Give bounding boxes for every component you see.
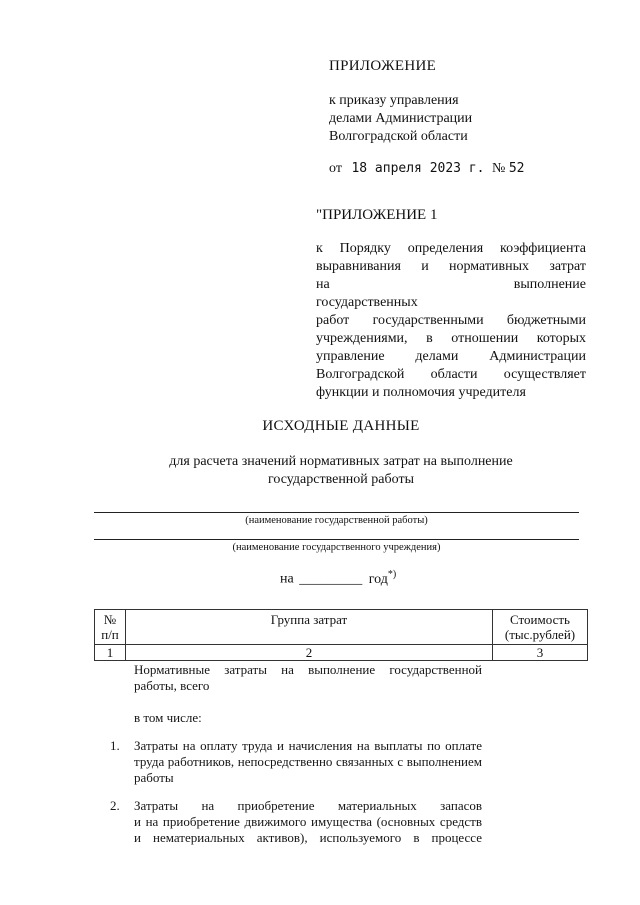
year-suffix: год	[368, 571, 388, 587]
appendix1-line-1: к Порядку определения коэффициента	[316, 241, 586, 256]
item1-number: 1.	[110, 738, 120, 753]
institution-name-caption: (наименование государственного учреждения)	[232, 542, 441, 553]
header-cost-line1: Стоимость	[510, 612, 570, 627]
year-line	[280, 566, 396, 589]
item1-line-2: труда работников, непосредственно связанных с выполнением	[134, 754, 482, 769]
item2-text	[134, 798, 482, 846]
order-date-line	[329, 160, 589, 178]
appendix1-line-7: Волгоградской области осуществляет	[316, 367, 586, 382]
item2-number: 2.	[110, 798, 120, 813]
index-cell-3: 3	[493, 645, 588, 661]
total-line-2: работы, всего	[134, 678, 210, 693]
appendix1-line-4: работ государственными бюджетными	[316, 313, 586, 328]
document-subtitle	[94, 453, 588, 489]
year-footnote: *)	[387, 569, 397, 580]
work-name-field[interactable]	[94, 512, 579, 513]
institution-name-field[interactable]	[94, 539, 579, 540]
index-cell-1: 1	[95, 645, 126, 661]
date-prefix: от	[329, 161, 342, 176]
order-reference-line-2: делами Администрации	[329, 111, 473, 126]
appendix1-line-6: управление делами Администрации	[316, 349, 586, 364]
number-sign: №	[492, 161, 506, 176]
header-group: Группа затрат	[126, 610, 493, 645]
item1-line-3: работы	[134, 770, 174, 785]
document-title: ИСХОДНЫЕ ДАННЫЕ	[262, 418, 420, 434]
item1-line-1: Затраты на оплату труда и начисления на выплаты по оплате	[134, 738, 482, 753]
work-name-caption: (наименование государственной работы)	[245, 515, 428, 526]
year-prefix: на	[280, 571, 294, 587]
item2-line-2: и на приобретение движимого имущества (основных средств	[134, 814, 482, 829]
subtitle-line-2: государственной работы	[268, 472, 414, 487]
subtitle-line-1: для расчета значений нормативных затрат на выполнение	[169, 454, 513, 469]
header-num-line2: п/п	[101, 627, 119, 642]
header-cost	[493, 610, 588, 645]
header-cost-line2: (тыс.рублей)	[504, 627, 576, 642]
order-reference-line-3: Волгоградской области	[329, 129, 468, 144]
order-date: 18 апреля 2023 г.	[351, 161, 485, 176]
total-line-1: Нормативные затраты на выполнение государственной	[134, 662, 482, 677]
appendix-title: ПРИЛОЖЕНИЕ	[329, 58, 437, 74]
cost-table	[94, 609, 588, 661]
table-index-row	[95, 645, 588, 661]
appendix1-line-2: выравнивания и нормативных затрат	[316, 259, 586, 274]
order-number: 52	[508, 161, 525, 176]
order-reference-line-1: к приказу управления	[329, 93, 459, 108]
appendix1-line-8: функции и полномочия учредителя	[316, 385, 526, 400]
item2-line-1: Затраты на приобретение материальных запасов	[134, 798, 482, 813]
index-cell-2: 2	[126, 645, 493, 661]
year-blank-field[interactable]: _________	[299, 571, 363, 587]
appendix1-block	[316, 205, 586, 402]
table-header-row	[95, 610, 588, 645]
appendix1-line-5: учреждениями, в отношении которых	[316, 331, 586, 346]
header-num-line1: №	[103, 612, 117, 627]
total-row	[134, 662, 482, 694]
including-label: в том числе:	[134, 710, 202, 725]
appendix1-title: "ПРИЛОЖЕНИЕ 1	[316, 207, 438, 223]
appendix1-line-3: на выполнение государственных	[316, 277, 586, 310]
item2-line-3: и нематериальных активов), используемого в процессе	[134, 830, 482, 845]
header-num	[95, 610, 126, 645]
header-block	[329, 56, 589, 178]
item1-text	[134, 738, 482, 786]
